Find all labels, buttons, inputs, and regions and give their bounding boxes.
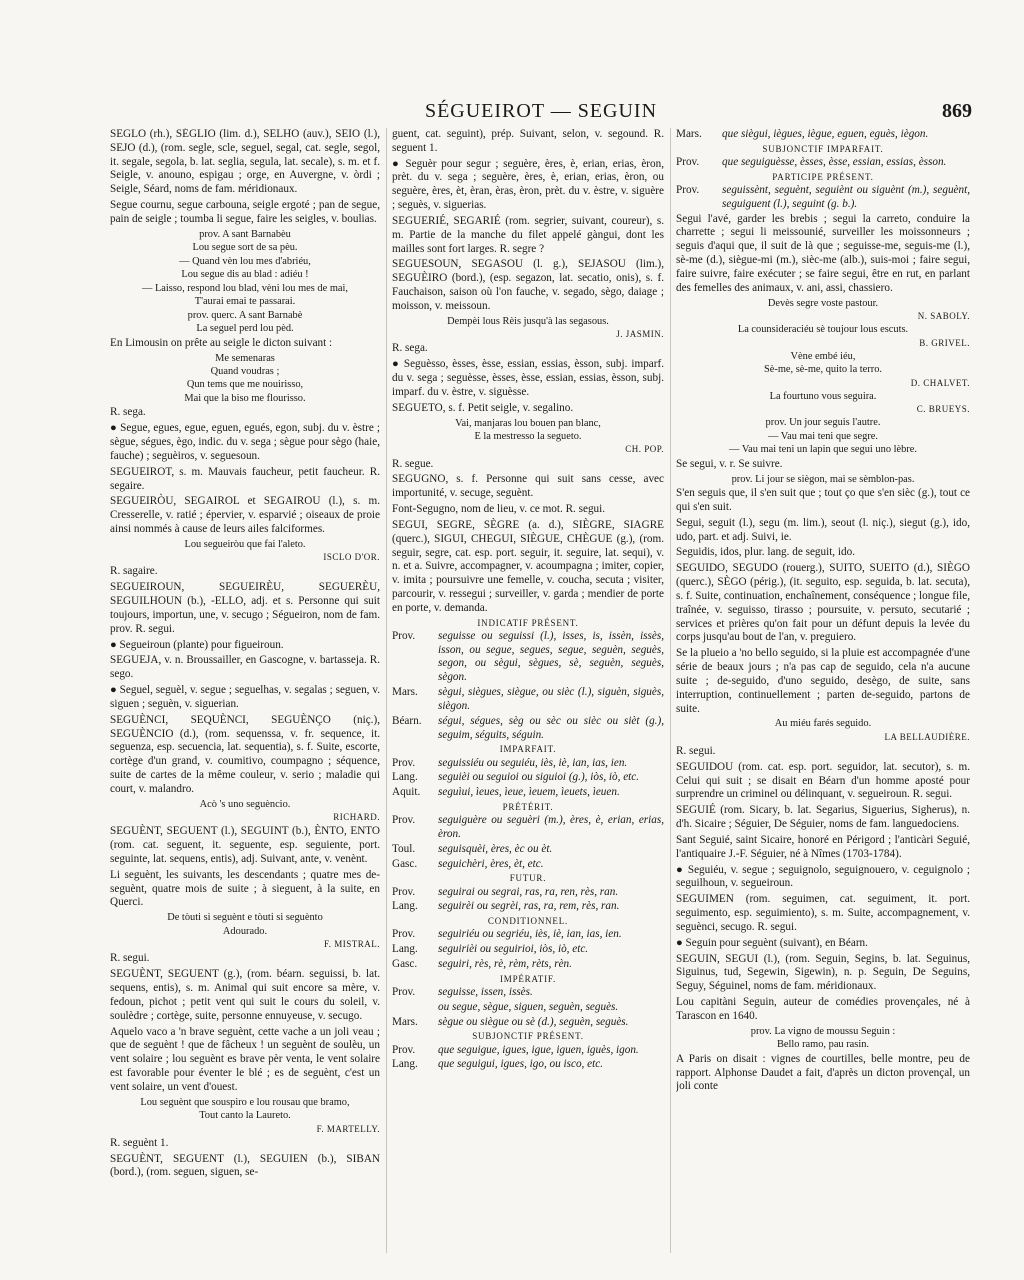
tense-heading: PARTICIPE PRÉSENT. <box>772 171 874 182</box>
quotation-line: prov. La vigno de moussu Seguin : <box>750 1025 896 1037</box>
conjugation-row <box>392 1001 664 1015</box>
dialect-label: Prov. <box>392 756 416 769</box>
dictionary-entry: SEGUERIÉ, SEGARIÉ (rom. segrier, suivant, coureur), s. m. Partie de la manche du filet appelé gàngui, dont les mailles sont fort larges. R. segre ? <box>392 214 664 255</box>
quotation-line: La counsideraciéu sè toujour lous escuts. <box>737 324 909 336</box>
conjugation-row <box>392 630 664 685</box>
quotation-line: Qun tems que me nouirisso, <box>186 379 304 391</box>
conjugation-forms: seguirèi ou segrèi, ras, ra, rem, rès, ran. <box>438 900 620 913</box>
conjugation-forms: seguirièi ou seguirioi, iòs, iò, etc. <box>438 943 589 956</box>
conjugation-forms: seguichèri, ères, èt, etc. <box>438 857 544 870</box>
conjugation-row <box>392 715 664 743</box>
dictionary-entry: R. sagaire. <box>110 565 158 578</box>
dictionary-entry: ● Seguèsso, èsses, èsse, essian, essias, èsson, subj. imparf. du v. sega ; seguèsse, èsses, èsse, essian, essias, èsson, subj. imparf. du v. èstre, v. siguèsse. <box>392 358 664 398</box>
quotation-line: prov. Li jour se siègon, mai se sèmblon-pas. <box>731 473 915 485</box>
quotation-line: Lou segueiròu que fai l'aleto. <box>184 538 306 550</box>
dictionary-entry: ● Segue, egues, egue, eguen, egués, egon, subj. du v. èstre ; sègue, ségues, ègo, indic. du v. sega ; sègue pour sègo (haie, fauche) ; seguèiros, v. seguesoun. <box>110 422 380 462</box>
quotation-source: B. GRIVEL. <box>919 337 970 348</box>
dialect-label: Prov. <box>392 629 416 642</box>
dialect-label: Gasc. <box>392 857 418 870</box>
dictionary-entry: En Limousin on prête au seigle le dicton suivant : <box>110 336 333 349</box>
dictionary-entry: R. segui. <box>676 744 716 757</box>
quotation-line: La seguel perd lou pèd. <box>196 323 294 335</box>
dialect-label: Mars. <box>392 686 418 699</box>
dictionary-entry: ● Seguel, seguèl, v. segue ; seguelhas, v. segalas ; seguen, v. siguen ; seguèn, v. siguerian. <box>110 684 380 710</box>
quotation-line: Au miéu farés seguido. <box>774 718 872 730</box>
dialect-label: Prov. <box>392 885 416 898</box>
quotation-line: prov. querc. A sant Barnabè <box>187 309 303 321</box>
dictionary-entry: SEGUIDOU (rom. cat. esp. port. seguidor, lat. secutor), s. m. Celui qui suit ; se disait en Béarn d'un homme aposté pour surprendre un criminel ou délinquant, v. segueiroun. R. segui. <box>676 760 970 801</box>
dictionary-entry: ● Seguin pour seguènt (suivant), en Béarn. <box>676 936 868 949</box>
dictionary-entry: SEGUEIRÒU, SEGAIROL et SEGAIROU (l.), s. m. Cresserelle, v. ratié ; épervier, v. esparvié ; oiseaux de proie ainsi nommés à cause de leurs ailes falciformes. <box>110 495 380 536</box>
dialect-label: Toul. <box>392 842 416 855</box>
dictionary-entry: guent, cat. seguint), prép. Suivant, selon, v. segound. R. seguent 1. <box>392 128 664 154</box>
conjugation-forms: seguissiéu ou seguiéu, iès, iè, ian, ias, ien. <box>438 756 628 769</box>
dictionary-entry: SEGUEIROUN, SEGUEIRÈU, SEGUERÈU, SEGUILHOUN (b.), -ELLO, adj. et s. Personne qui suit toujours, importun, une, v. secugo ; Ségueiron, nom de fam. prov. R. segui. <box>110 581 380 635</box>
tense-heading: IMPÉRATIF. <box>499 973 557 984</box>
quotation-source: CH. POP. <box>625 444 664 455</box>
quotation-source: D. CHALVET. <box>910 377 970 388</box>
dictionary-entry: R. segue. <box>392 457 434 470</box>
conjugation-row <box>392 771 664 785</box>
dictionary-entry: SEGUI, SEGRE, SÈGRE (a. d.), SIÈGRE, SIAGRE (querc.), SIGUI, CHEGUI, SIÈGUE, CHÈGUE (g.), (rom. seguir, segre, cat. esp. port. seguir, it. seguire, lat. sequi), v. n. et a. Suivre, accompagner, v. acoumpagna ; imiter, copier, v. imita ; poursuivre une femelle, v. coucha, secuta ; visiter, parcourir, v. ressegui ; surveiller, v. garda ; mendier de porte en porte, v. demanda. <box>392 518 664 614</box>
conjugation-forms: que seguiguèsse, èsses, èsse, essian, essias, èsson. <box>722 155 947 168</box>
dictionary-entry: SEGUETO, s. f. Petit seigle, v. segalino. <box>392 401 574 414</box>
dialect-label: Aquit. <box>392 786 421 799</box>
dictionary-entry: SEGUEIROT, s. m. Mauvais faucheur, petit faucheur. R. segaire. <box>110 465 380 492</box>
conjugation-row <box>392 943 664 957</box>
tense-heading: FUTUR. <box>509 873 547 884</box>
dictionary-entry: Li seguènt, les suivants, les descendants ; quatre mes de-seguènt, quatre mois de suite ; à sieguent, à la suite, en Querci. <box>110 868 380 909</box>
dialect-label: Prov. <box>392 814 416 827</box>
dictionary-entry: Segui l'avé, garder les brebis ; segui la carreto, conduire la charrette ; segui li meissounié, surveiller les moissonneurs ; seguis d'aqui que, il suit de là que ; seguisse-me, seguis-me (l.), sè-me (d.), siègue-mi (m.), sièc-me (alb.), suis-moi ; faire segui, faire suivre, faire exécuter ; se faire segui, être en rut, en parlant des femelles des animaux, v. ani, assi, chassiero. <box>676 212 970 294</box>
dictionary-entry: Lou capitàni Seguin, auteur de comédies provençales, né à Tarascon en 1640. <box>676 996 970 1022</box>
quotation-line: Me semenaras <box>215 352 275 364</box>
dictionary-entry: SEGUIÉ (rom. Sicary, b. lat. Segarius, Siguerius, Sigherus), n. d'h. Sicaire ; Séguier, De Séguier, noms de fam. languedociens. <box>676 804 970 831</box>
quotation-line: De tòuti si seguènt e tòuti si seguènto <box>167 912 323 924</box>
conjugation-row <box>392 843 664 857</box>
dictionary-entry: SEGUIDO, SEGUDO (rouerg.), SUITO, SUEITO (d.), SIÈGO (querc.), SÈGO (périg.), (it. seguito, esp. seguida, b. lat. secuta), s. f. Suite, continuation, enchaînement, conséquence ; longue file, traînée, v. seguisso, tirasso ; poursuite, v. persuto, secutarié ; services et prières qu'on fait pour un défunt depuis la levée du corps jusqu'au bout de l'an, v. preguiero. <box>676 562 970 644</box>
quotation-line: Mai que la biso me flourisso. <box>184 392 306 404</box>
conjugation-forms: seguirai ou segrai, ras, ra, ren, rès, ran. <box>438 885 619 898</box>
quotation-source: RICHARD. <box>333 812 380 823</box>
dialect-label: Prov. <box>392 985 416 998</box>
dialect-label: Lang. <box>392 1058 418 1071</box>
text-columns <box>110 128 970 1253</box>
quotation-line: Vène embé iéu, <box>790 350 856 362</box>
running-head <box>110 96 972 126</box>
dictionary-entry: SEGUÈNT, SEGUENT (l.), SEGUIEN (b.), SIBAN (bord.), (rom. seguen, siguen, se- <box>110 1152 380 1179</box>
dialect-label: Prov. <box>392 928 416 941</box>
dialect-label: Prov. <box>676 183 700 196</box>
tense-heading: IMPARFAIT. <box>499 744 557 755</box>
quotation-line: — Vau mai teni un lapin que segui uno lèbre. <box>729 444 917 456</box>
dictionary-entry: SEGUÈNT, SEGUENT (g.), (rom. béarn. seguissi, b. lat. sequens, entis), s. m. Animal qui suit encore sa mère, v. fedoun, pichot ; petit vent qui suit le cours du soleil, v. soulèdre ; cortège, suite, personne ennuyeuse, v. secugo. <box>110 968 380 1022</box>
dialect-label: Lang. <box>392 771 418 784</box>
quotation-line: Quand voudras ; <box>210 365 280 377</box>
quotation-line: Acò 's uno seguèncio. <box>199 798 291 810</box>
quotation-source: LA BELLAUDIÈRE. <box>884 731 970 742</box>
dictionary-entry: R. sega. <box>110 406 146 419</box>
conjugation-row <box>392 928 664 942</box>
dictionary-entry: Se la plueio a 'no bello seguido, si la pluie est accompagnée d'une série de beaux jours ; n'a pas cap de seguido, cela n'a aucune suite ; de-seguido, d'uno seguido, desègo, de suite, sans interruption, continuellement ; parten de-seguido, partons de suite. <box>676 647 970 715</box>
dictionary-entry: SEGLO (rh.), SÉGLIO (lim. d.), SELHO (auv.), SEIO (l.), SEJO (d.), (rom. segle, scle, seguel, segal, cat. segle, segol, it. segale, segola, b. lat. seglia, segula, lat. secale), s. m. et f. Seigle, v. anouno, espigau ; orge, en Auvergne, v. òrdi ; Seigle, Séard, noms de fam. méridionaux. <box>110 128 380 196</box>
conjugation-row <box>392 686 664 714</box>
column-right <box>676 128 970 1253</box>
conjugation-row <box>392 757 664 771</box>
dictionary-entry: Segue cournu, segue carbouna, seigle ergoté ; pan de segue, pain de seigle ; toumba li segue, faire les seigles, v. boulias. <box>110 199 380 225</box>
conjugation-row <box>676 156 970 170</box>
quotation-source: C. BRUEYS. <box>916 404 970 415</box>
quotation-line: prov. A sant Barnabèu <box>199 228 291 240</box>
quotation-source: F. MISTRAL. <box>323 939 380 950</box>
conjugation-forms: sègui, siègues, siègue, ou sièc (l.), siguèn, siguès, siègon. <box>438 686 664 712</box>
conjugation-row <box>392 900 664 914</box>
quotation-source: F. MARTELLY. <box>316 1123 380 1134</box>
quotation-line: — Vau mai teni que segre. <box>767 430 879 442</box>
dictionary-entry: SEGUEJA, v. n. Broussailler, en Gascogne, v. bartasseja. R. sego. <box>110 654 380 681</box>
conjugation-forms: que siègui, iègues, iègue, eguen, eguès, iègon. <box>722 128 929 140</box>
quotation-line: T'aurai emai te passarai. <box>194 296 296 308</box>
conjugation-forms: ségui, ségues, sèg ou sèc ou sièc ou sièt (g.), seguim, séguits, séguin. <box>438 714 664 741</box>
quotation-line: Bello ramo, pau rasin. <box>776 1039 870 1051</box>
quotation-source: ISCLO D'OR. <box>323 552 380 563</box>
conjugation-forms: que seguigui, igues, igo, ou isco, etc. <box>438 1058 603 1071</box>
dictionary-entry: SEGUIMEN (rom. seguimen, cat. seguiment, it. port. seguimento, esp. seguimiento), s. m. Suite, accompagnement, v. seguènci, secugo. R. segui. <box>676 893 970 933</box>
tense-heading: SUBJONCTIF PRÉSENT. <box>472 1031 584 1042</box>
dictionary-entry: ● Seguèr pour segur ; seguère, ères, è, erian, erias, èron, prèt. du v. sega ; seguère, ères, è, erian, erias, èron, ou seguère, ères, èt, èran, èras, èron, prèt. du v. èstre, v. siguère ; seguès, v. siguerias. <box>392 157 664 212</box>
conjugation-forms: seguìui, ìeues, ìeue, ìeuem, ìeuets, ìeuen. <box>438 786 620 799</box>
conjugation-row <box>392 814 664 842</box>
dictionary-entry: Sant Seguié, saint Sicaire, honoré en Périgord ; l'anticàri Seguié, l'antiquaire J.-F. Séguier, né à Nîmes (1703-1784). <box>676 833 970 860</box>
dialect-label: Gasc. <box>392 957 418 970</box>
dialect-label: Mars. <box>392 1015 418 1028</box>
conjugation-forms: sègue ou siègue ou sè (d.), seguèn, seguès. <box>438 1015 629 1028</box>
conjugation-row <box>392 1044 664 1058</box>
conjugation-row <box>392 886 664 900</box>
conjugation-row <box>676 184 970 212</box>
tense-heading: SUBJONCTIF IMPARFAIT. <box>762 143 884 154</box>
column-divider <box>670 128 671 1253</box>
dictionary-entry: S'en seguis que, il s'en suit que ; tout ço que s'en sièc (g.), tout ce qui s'en suit. <box>676 487 970 513</box>
conjugation-row <box>392 958 664 972</box>
tense-heading: CONDITIONNEL. <box>487 916 569 927</box>
conjugation-row <box>676 128 970 142</box>
dictionary-entry: SEGUGNO, s. f. Personne qui suit sans cesse, avec importunité, v. secuge, seguènt. <box>392 473 664 500</box>
conjugation-forms: seguissènt, seguènt, seguiènt ou siguènt (m.), seguènt, seguiguent (l.), seguint (g. b.). <box>722 183 970 210</box>
conjugation-row <box>392 986 664 1000</box>
quotation-line: E la mestresso la segueto. <box>474 430 582 442</box>
conjugation-forms: que seguigue, igues, igue, iguen, iguès, igon. <box>438 1043 639 1056</box>
dictionary-entry: R. seguènt 1. <box>110 1136 169 1149</box>
quotation-line: Lou segue sort de sa pèu. <box>192 242 298 254</box>
dictionary-entry: SEGUÈNCI, SEQUÈNCI, SEGUÈNÇO (niç.), SEGUÈNCIO (d.), (rom. sequenssa, v. fr. sequence, it. seguenza, esp. secuencia, lat. sequentia), s. f. Suite, escorte, cortège d'un grand, v. coumitivo, coumpagno ; séquence, suite de cartes de la même couleur, v. serio ; maladie qui court, v. malandro. <box>110 713 380 795</box>
dictionary-entry: Font-Segugno, nom de lieu, v. ce mot. R. segui. <box>392 503 606 516</box>
quotation-source: J. JASMIN. <box>616 329 664 340</box>
column-divider <box>386 128 387 1253</box>
dictionary-entry: SEGUÈNT, SEGUENT (l.), SEGUINT (b.), ÈNTO, ENTO (rom. cat. seguent, it. seguente, esp. seguiente, port. seguinte, lat. sequens, entis), adj. Suivant, ante, v. venènt. <box>110 825 380 865</box>
quotation-line: Lou segue dis au blad : adiéu ! <box>181 269 309 281</box>
quotation-line: Tout canto la Laureto. <box>199 1110 291 1122</box>
column-middle <box>392 128 664 1253</box>
conjugation-row <box>392 786 664 800</box>
dialect-label: Prov. <box>676 155 700 168</box>
quotation-line: Adourado. <box>222 925 268 937</box>
dictionary-entry: ● Segueiroun (plante) pour figueiroun. <box>110 638 284 651</box>
quotation-line: Vai, manjaras lou bouen pan blanc, <box>455 417 601 429</box>
quotation-line: La fourtuno vous seguira. <box>769 390 877 402</box>
quotation-source: N. SABOLY. <box>917 310 970 321</box>
dialect-label: Lang. <box>392 900 418 913</box>
conjugation-forms: seguiri, rès, rè, rèm, rèts, rèn. <box>438 957 572 970</box>
dialect-label: Prov. <box>392 1043 416 1056</box>
column-left <box>110 128 380 1253</box>
dictionary-entry: Se segui, v. r. Se suivre. <box>676 457 783 470</box>
dictionary-entry: A Paris on disait : vignes de courtilles, belle montre, peu de rapport. Alphonse Daudet a fait, d'après un dicton provençal, un joli conte <box>676 1052 970 1093</box>
conjugation-forms: seguisse ou seguissi (l.), isses, is, issèn, issès, isson, ou segue, segues, segue, seguèn, seguès, segon, ou sègui, sègues, sè, seguèn, seguès, sègon. <box>438 629 664 684</box>
dialect-label: Béarn. <box>392 714 422 727</box>
conjugation-forms: seguiguère ou seguèri (m.), ères, è, erian, erias, èron. <box>438 814 664 840</box>
conjugation-row <box>392 1016 664 1030</box>
quotation-line: prov. Un jour seguis l'autre. <box>765 417 881 429</box>
quotation-line: Devès segre voste pastour. <box>767 297 879 309</box>
quotation-line: Dempèi lous Rèis jusqu'à las segasous. <box>447 315 609 327</box>
quotation-line: Sè-me, sè-me, quito la terro. <box>763 364 882 376</box>
conjugation-forms: ou segue, sègue, siguen, seguèn, seguès. <box>438 1000 619 1013</box>
dialect-label: Mars. <box>676 128 702 140</box>
conjugation-row <box>392 1058 664 1072</box>
dictionary-entry: SEGUESOUN, SEGASOU (l. g.), SEJASOU (lim.), SEGUÈIRO (bord.), (esp. segazon, lat. secatio, onis), s. f. Fauchaison, saison où l'on fauche, v. segado, sègo, daiage ; moisson, v. meissoun. <box>392 258 664 312</box>
dialect-label <box>392 1001 438 1015</box>
conjugation-forms: seguiriéu ou segriéu, iès, iè, ian, ias, ien. <box>438 928 622 941</box>
dictionary-entry: R. segui. <box>110 952 150 965</box>
dictionary-entry: SEGUIN, SEGUI (l.), (rom. Seguin, Segins, b. lat. Seguinus, Siguinus, tud, Segewin, Sigewin), n. p. Seguin, De Seguins, Seguy, Séguinel, noms de fam. méridionaux. <box>676 952 970 993</box>
conjugation-forms: seguièi ou seguioi ou siguioi (g.), iòs, iò, etc. <box>438 771 640 784</box>
quotation-line: — Quand vèn lou mes d'abriéu, <box>179 255 311 267</box>
dictionary-entry: Segui, seguit (l.), segu (m. lim.), seout (l. niç.), siegut (g.), ido, udo, part. et adj. Suivi, ie. <box>676 516 970 543</box>
quotation-line: — Laisso, respond lou blad, vèni lou mes de mai, <box>141 282 349 294</box>
conjugation-forms: seguisquèi, ères, èc ou èt. <box>438 842 553 855</box>
tense-heading: PRÉTÉRIT. <box>502 802 554 813</box>
dictionary-entry: ● Seguiéu, v. segue ; seguignolo, seguignouero, v. ceguignolo ; seguilhoun, v. segueiroun. <box>676 863 970 890</box>
dictionary-entry: R. sega. <box>392 342 428 355</box>
dictionary-entry: Seguidis, idos, plur. lang. de seguit, ido. <box>676 546 855 559</box>
conjugation-forms: seguisse, issen, issès. <box>438 985 533 998</box>
page-number: 869 <box>942 100 972 122</box>
page-title: SÉGUEIROT — SEGUIN <box>424 100 658 122</box>
dialect-label: Lang. <box>392 943 418 956</box>
quotation-line: Lou seguènt que souspiro e lou rousau que bramo, <box>140 1096 350 1108</box>
tense-heading: INDICATIF PRÉSENT. <box>477 617 579 628</box>
conjugation-row <box>392 858 664 872</box>
dictionary-entry: Aquelo vaco a 'n brave seguènt, cette vache a un joli veau ; que de seguènt ! que de fâcheux ! un seguènt de soulèu, un vent solaire ; lou seguènt es brave pèr venta, le vent solaire est favorable pour éventer le blé ; es de seguènt, c'est un vent solaire, un vent d'ouest. <box>110 1025 380 1093</box>
